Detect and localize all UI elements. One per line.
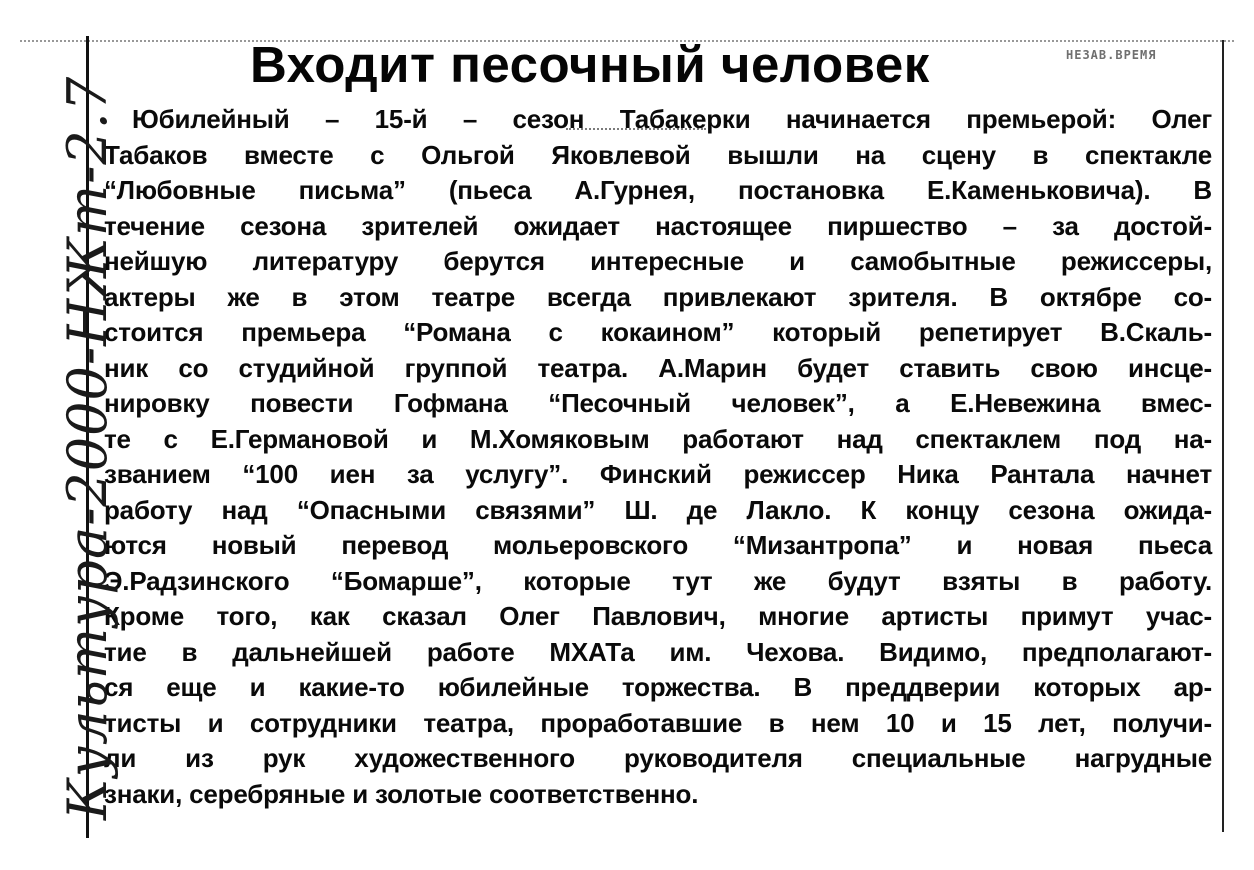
article-line: знаки, серебряные и золотые соответственно. (104, 778, 699, 809)
article-line: ются новый перевод мольеровского “Мизантропа” и новая пьеса (104, 530, 1212, 560)
article-line: тие в дальнейшей работе МХАТа им. Чехова. Видимо, предполагают- (104, 636, 1212, 667)
article-line: актеры же в этом театре всегда привлекают зрителя. В октябре со- (104, 281, 1212, 312)
article-line: стоится премьера “Романа с кокаином” который репетирует В.Скаль- (104, 317, 1212, 347)
article-line: работу над “Опасными связями” Ш. де Лакло. К концу сезона ожида- (104, 494, 1212, 525)
right-column-rule (1222, 40, 1224, 832)
article-line: званием “100 иен за услугу”. Финский режиссер Ника Рантала начнет (104, 459, 1212, 489)
article-line: Юбилейный – 15-й – сезон Табакерки начинается премьерой: Олег (132, 104, 1212, 134)
article-headline: Входит песочный человек (250, 36, 930, 93)
article-line: ник со студийной группой театра. А.Марин будет ставить свою инсце- (104, 352, 1212, 383)
article-line: нейшую литературу берутся интересные и самобытные режиссеры, (104, 246, 1212, 276)
article-line: ли из рук художественного руководителя специальные нагрудные (104, 743, 1212, 773)
article-line: Э.Радзинского “Бомарше”, которые тут же будут взяты в работу. (104, 565, 1212, 596)
article-line: Табаков вместе с Ольгой Яковлевой вышли на сцену в спектакле (104, 139, 1212, 170)
article-line: Кроме того, как сказал Олег Павлович, многие артисты примут учас- (104, 601, 1212, 631)
article-body (104, 102, 1212, 812)
handwritten-source-note: Культура-2000-НЖт-2.7 (56, 75, 119, 820)
source-mark: НЕЗАВ.ВРЕМЯ (1066, 48, 1157, 62)
article-line: те с Е.Германовой и М.Хомяковым работают над спектаклем под на- (104, 423, 1212, 454)
article-line: тисты и сотрудники театра, проработавшие в нем 10 и 15 лет, получи- (104, 707, 1212, 738)
article-line: ся еще и какие-то юбилейные торжества. В преддверии которых ар- (104, 672, 1212, 702)
article-line: “Любовные письма” (пьеса А.Гурнея, постановка Е.Каменьковича). В (104, 175, 1212, 205)
article-line: нировку повести Гофмана “Песочный человек”, а Е.Невежина вмес- (104, 388, 1212, 418)
article-line: течение сезона зрителей ожидает настоящее пиршество – за достой- (104, 210, 1212, 241)
